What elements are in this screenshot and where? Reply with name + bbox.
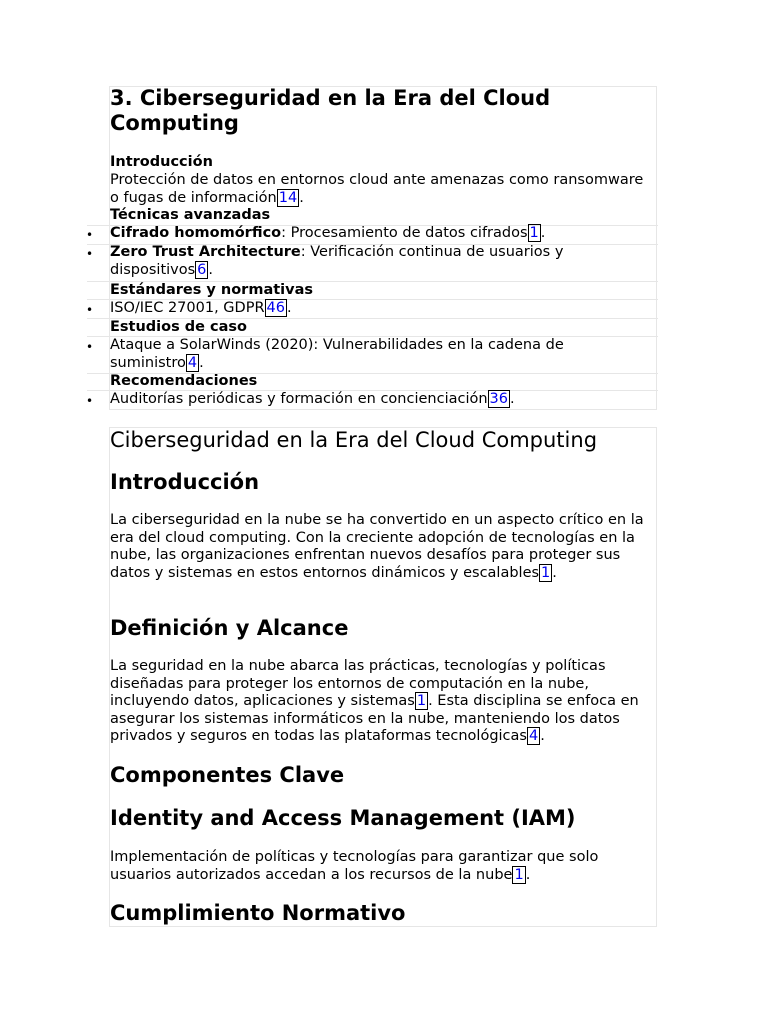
iam-paragraph: Implementación de políticas y tecnologías para garantizar que solo usuarios autorizados accedan a los recursos de la nube 1 . xyxy=(110,849,599,883)
citation-link[interactable]: 46 xyxy=(266,300,285,316)
intro-heading: Introducción xyxy=(110,470,260,494)
list-item: Cifrado homomórfico: Procesamiento de datos cifrados 1 . xyxy=(110,225,546,241)
techniques-label: Técnicas avanzadas xyxy=(110,207,271,223)
cases-label: Estudios de caso xyxy=(110,319,248,335)
section2-title: Ciberseguridad en la Era del Cloud Computing xyxy=(110,428,598,452)
bullet-icon: • xyxy=(86,394,94,408)
standards-label: Estándares y normativas xyxy=(110,282,313,298)
definition-paragraph: La seguridad en la nube abarca las prácticas, tecnologías y políticas diseñadas para proteger los entornos de computación en la nube, incluyendo datos, aplicaciones y sistemas 1 . Esta disciplina se enfoca en asegurar los sistemas informáticos en la nube, manteniendo los datos privados y seguros en todas las plataformas tecnológicas 4 . xyxy=(110,658,639,744)
intro-label: Introducción xyxy=(110,154,213,170)
bullet-icon: • xyxy=(86,247,94,261)
section1-heading: 3. Ciberseguridad en la Era del Cloud Computing xyxy=(110,86,551,135)
citation-link[interactable]: 4 xyxy=(187,354,198,371)
citation-link[interactable]: 36 xyxy=(489,391,508,407)
components-heading: Componentes Clave xyxy=(110,763,345,787)
list-item: Ataque a SolarWinds (2020): Vulnerabilidades en la cadena de suministro 4 . xyxy=(110,337,564,371)
citation-link[interactable]: 4 xyxy=(528,728,539,744)
list-item: Auditorías periódicas y formación en concienciación 36 . xyxy=(110,391,515,407)
bullet-icon: • xyxy=(86,340,94,354)
definition-heading: Definición y Alcance xyxy=(110,616,349,640)
list-item: Zero Trust Architecture: Verificación continua de usuarios y dispositivos 6 . xyxy=(110,244,564,278)
citation-link[interactable]: 14 xyxy=(278,189,298,206)
citation-link[interactable]: 1 xyxy=(416,693,427,709)
intro-text: Protección de datos en entornos cloud ante amenazas como ransomware o fugas de información 14 . xyxy=(110,172,644,206)
intro-paragraph: La ciberseguridad en la nube se ha convertido en un aspecto crítico en la era del cloud computing. Con la creciente adopción de tecnologías en la nube, las organizaciones enfrentan nuevos desafíos para proteger sus datos y sistemas en estos entornos dinámicos y escalables 1 . xyxy=(110,512,644,581)
compliance-heading: Cumplimiento Normativo xyxy=(110,901,406,925)
bullet-icon: • xyxy=(86,228,94,242)
citation-link[interactable]: 1 xyxy=(514,866,524,883)
list-item: ISO/IEC 27001, GDPR 46 . xyxy=(110,300,292,316)
citation-link[interactable]: 1 xyxy=(529,225,539,241)
citation-link[interactable]: 6 xyxy=(197,261,207,278)
bullet-icon: • xyxy=(86,303,94,317)
citation-link[interactable]: 1 xyxy=(541,564,551,581)
iam-heading: Identity and Access Management (IAM) xyxy=(110,806,576,830)
recommendations-label: Recomendaciones xyxy=(110,373,258,389)
